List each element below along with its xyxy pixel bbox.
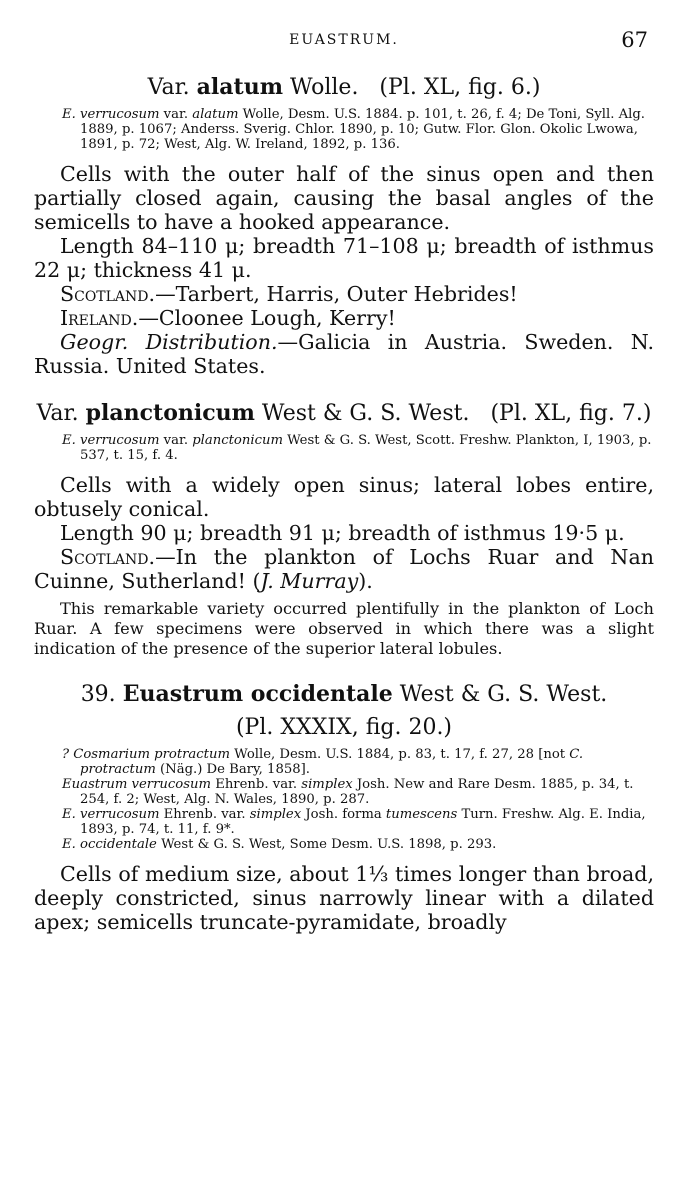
citation-item: Euastrum verrucosum Ehrenb. var. simplex Josh. New and Rare Desm. 1885, p. 34, t. 254, f. 2; West, Alg. N. Wales, 1890, p. 287. (62, 777, 634, 807)
heading-var-alatum (34, 74, 654, 101)
description-paragraph: Cells with a widely open sinus; lateral lobes entire, obtusely conical. (34, 473, 654, 521)
citation-item: E. occidentale West & G. S. West, Some Desm. U.S. 1898, p. 293. (62, 837, 497, 852)
section-euastrum-occidentale (34, 681, 654, 934)
taxon-name: planctonicum (85, 400, 255, 426)
page-number: 67 (621, 28, 648, 52)
heading-species-39 (34, 681, 654, 708)
heading-prefix: Var. (36, 401, 79, 426)
heading-var-planctonicum (34, 400, 654, 427)
running-head-title: EUASTRUM. (289, 32, 399, 48)
description-paragraph: Cells with the outer half of the sinus open and then partially closed again, causing the basal angles of the semicells to have a hooked appearance. (34, 162, 654, 234)
species-number: 39. (80, 682, 116, 707)
citation-item: ? Cosmarium protractum Wolle, Desm. U.S. 1884, p. 83, t. 17, f. 27, 28 [not C. protractum (Näg.) De Bary, 1858]. (62, 747, 584, 777)
geographic-distribution: Geogr. Distribution.—Galicia in Austria. Sweden. N. Russia. United States. (34, 330, 654, 378)
taxon-name: Euastrum occidentale (122, 681, 393, 707)
note-paragraph: This remarkable variety occurred plentifully in the plankton of Loch Ruar. A few specimens were observed in which there was a slight indication of the presence of the superior lateral lobules. (34, 599, 654, 658)
synonymy-citation: E. verrucosum var. alatum Wolle, Desm. U.S. 1884. p. 101, t. 26, f. 4; De Toni, Syll. Alg. 1889, p. 1067; Anderss. Sverig. Chlor. 1890, p. 10; Gutw. Flor. Glon. Okolic Lwowa, 1891, p. 72; West, Alg. W. Ireland, 1892, p. 136. (62, 107, 646, 152)
collector-name: J. Murray (260, 569, 359, 593)
citation-item: E. verrucosum Ehrenb. var. simplex Josh. forma tumescens Turn. Freshw. Alg. E. India, 1893, p. 74, t. 11, f. 9*. (62, 807, 646, 837)
measurements-paragraph: Length 90 μ; breadth 91 μ; breadth of isthmus 19·5 μ. (60, 521, 625, 545)
measurements-paragraph: Length 84–110 μ; breadth 71–108 μ; breadth of isthmus 22 μ; thickness 41 μ. (34, 234, 654, 282)
taxon-author: Wolle. (289, 75, 359, 100)
description-paragraph: Cells of medium size, about 1⅓ times longer than broad, deeply constricted, sinus narrowly linear with a dilated apex; semicells truncate-pyramidate, broadly (34, 862, 654, 934)
locality-ireland: Ireland.—Cloonee Lough, Kerry! (60, 306, 396, 330)
plate-reference: (Pl. XXXIX, fig. 20.) (235, 715, 453, 740)
plate-reference: (Pl. XL, fig. 6.) (379, 75, 541, 100)
section-var-alatum (34, 74, 654, 378)
taxon-author: West & G. S. West. (261, 401, 470, 426)
taxon-name: alatum (196, 74, 283, 100)
locality-scotland: Scotland.—In the plankton of Lochs Ruar and Nan Cuinne, Sutherland! (J. Murray). (34, 545, 654, 593)
synonymy-citation: E. verrucosum var. planctonicum West & G. S. West, Scott. Freshw. Plankton, I, 1903, p. 537, t. 15, f. 4. (62, 433, 652, 463)
taxon-author: West & G. S. West. (399, 682, 608, 707)
synonymy-citations (34, 747, 654, 852)
section-var-planctonicum (34, 400, 654, 659)
plate-reference: (Pl. XL, fig. 7.) (490, 401, 652, 426)
locality-scotland: Scotland.—Tarbert, Harris, Outer Hebrides! (60, 282, 518, 306)
running-head (34, 0, 654, 52)
heading-prefix: Var. (147, 75, 190, 100)
